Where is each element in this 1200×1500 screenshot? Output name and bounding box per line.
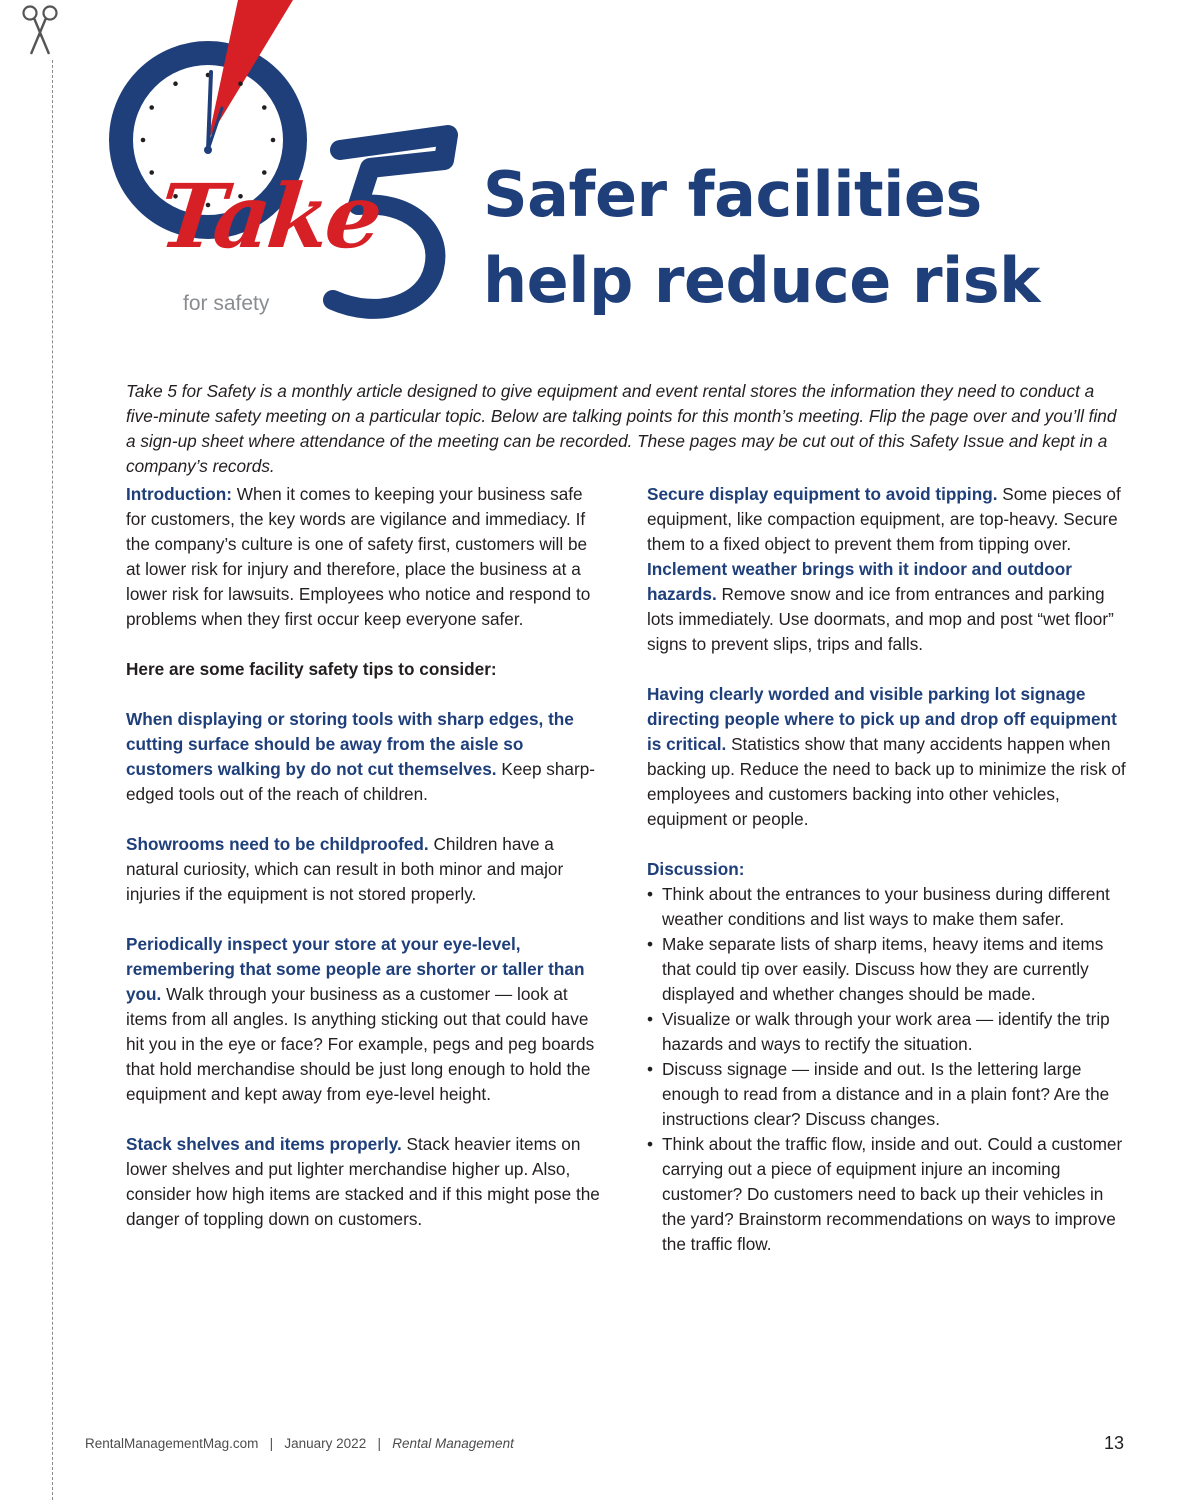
tip-body: Keep sharp-edged tools out of the reach of children. [126, 759, 596, 804]
introduction-paragraph [126, 482, 606, 632]
intro-paragraph: Take 5 for Safety is a monthly article designed to give equipment and event rental stores the information they need to conduct a five-minute safety meeting on a particular topic. Below are talking points for this month’s meeting. Flip the page over and you’ll find a sign-up sheet where attendance of the meeting can be recorded. These pages may be cut out of this Safety Issue and kept in a company’s records. [126, 381, 1117, 477]
footer-magazine: Rental Management [392, 1436, 514, 1451]
tip-body: Stack heavier items on lower shelves and put lighter merchandise higher up. Also, consider how high items are stacked and if this might pose the danger of toppling down on customers. [126, 1134, 600, 1229]
tip-inclement-weather [647, 557, 1132, 657]
tip-body: Walk through your business as a customer — look at items from all angles. Is anything sticking out that could have hit you in the eye or face? For example, pegs and peg boards that hold merchandise should be just long enough to hold the equipment and kept away from eye-level height. [126, 984, 595, 1104]
tip-heading: Secure display equipment to avoid tipping. [647, 484, 998, 504]
right-column [647, 482, 1132, 1257]
tip-heading: Periodically inspect your store at your eye-level, remembering that some people are shorter or taller than you. [126, 934, 585, 1004]
scissors-icon [20, 2, 60, 60]
logo-take-text: Take [154, 164, 385, 268]
footer-separator: | [269, 1436, 274, 1451]
discussion-heading: Discussion: [647, 859, 745, 879]
introduction-body: When it comes to keeping your business safe for customers, the key words are vigilance and immediacy. If the company’s culture is one of safety first, customers will be at lower risk for injury and therefore, place the business at a lower risk for lawsuits. Employees who notice and respond to problems when they first occur keep everyone safer. [126, 484, 591, 629]
tip-secure-display [647, 482, 1132, 557]
page-number: 13 [1103, 1433, 1124, 1453]
discussion-item: • Think about the traffic flow, inside and out. Could a customer carrying out a piece of equipment injure an incoming customer? Do customers need to back up their vehicles in the yard? Brainstorm recommendations on ways to improve the traffic flow. [647, 1132, 1132, 1257]
tip-sharp-edges [126, 707, 606, 807]
tip-heading: Having clearly worded and visible parking lot signage directing people where to pick up and drop off equipment is critical. [647, 684, 1117, 754]
tip-body: Children have a natural curiosity, which can result in both minor and major injuries if the equipment is not stored properly. [126, 834, 564, 904]
tip-body: Remove snow and ice from entrances and parking lots immediately. Use doormats, and mop and post “wet floor” signs to prevent slips, trips and falls. [647, 584, 1114, 654]
footer-date: January 2022 [284, 1436, 367, 1451]
page-title [483, 152, 1183, 324]
introduction-heading: Introduction: [126, 484, 232, 504]
left-column [126, 482, 606, 1232]
tip-heading: Stack shelves and items properly. [126, 1134, 402, 1154]
footer-site: RentalManagementMag.com [85, 1436, 259, 1451]
tip-heading: Showrooms need to be childproofed. [126, 834, 429, 854]
tips-heading: Here are some facility safety tips to consider: [126, 659, 497, 679]
tip-heading: Inclement weather brings with it indoor and outdoor hazards. [647, 559, 1072, 604]
title-line-1: Safer facilities [483, 158, 982, 231]
tip-childproof [126, 832, 606, 907]
cut-line [52, 60, 53, 1500]
discussion-item: • Visualize or walk through your work area — identify the trip hazards and ways to rectify the situation. [647, 1007, 1132, 1057]
discussion-list [647, 882, 1132, 1257]
tip-eye-level [126, 932, 606, 1107]
tip-stack-shelves [126, 1132, 606, 1232]
tip-heading: When displaying or storing tools with sharp edges, the cutting surface should be away from the aisle so customers walking by do not cut themselves. [126, 709, 574, 779]
logo-subtitle: for safety [183, 292, 270, 315]
title-line-2: help reduce risk [483, 244, 1040, 317]
footer-separator: | [377, 1436, 381, 1451]
discussion-item: • Make separate lists of sharp items, heavy items and items that could tip over easily. Discuss how they are currently displayed and whether changes should be made. [647, 932, 1132, 1007]
tip-body: Statistics show that many accidents happen when backing up. Reduce the need to back up to minimize the risk of employees and customers backing into other vehicles, equipment or people. [647, 734, 1126, 829]
tip-parking-signage [647, 682, 1132, 832]
discussion-item: • Think about the entrances to your business during different weather conditions and list ways to make them safer. [647, 882, 1132, 932]
tip-body: Some pieces of equipment, like compaction equipment, are top-heavy. Secure them to a fixed object to prevent them from tipping over. [647, 484, 1121, 554]
discussion-item: • Discuss signage — inside and out. Is the lettering large enough to read from a distance and in a plain font? Are the instructions clear? Discuss changes. [647, 1057, 1132, 1132]
footer [85, 1436, 514, 1451]
